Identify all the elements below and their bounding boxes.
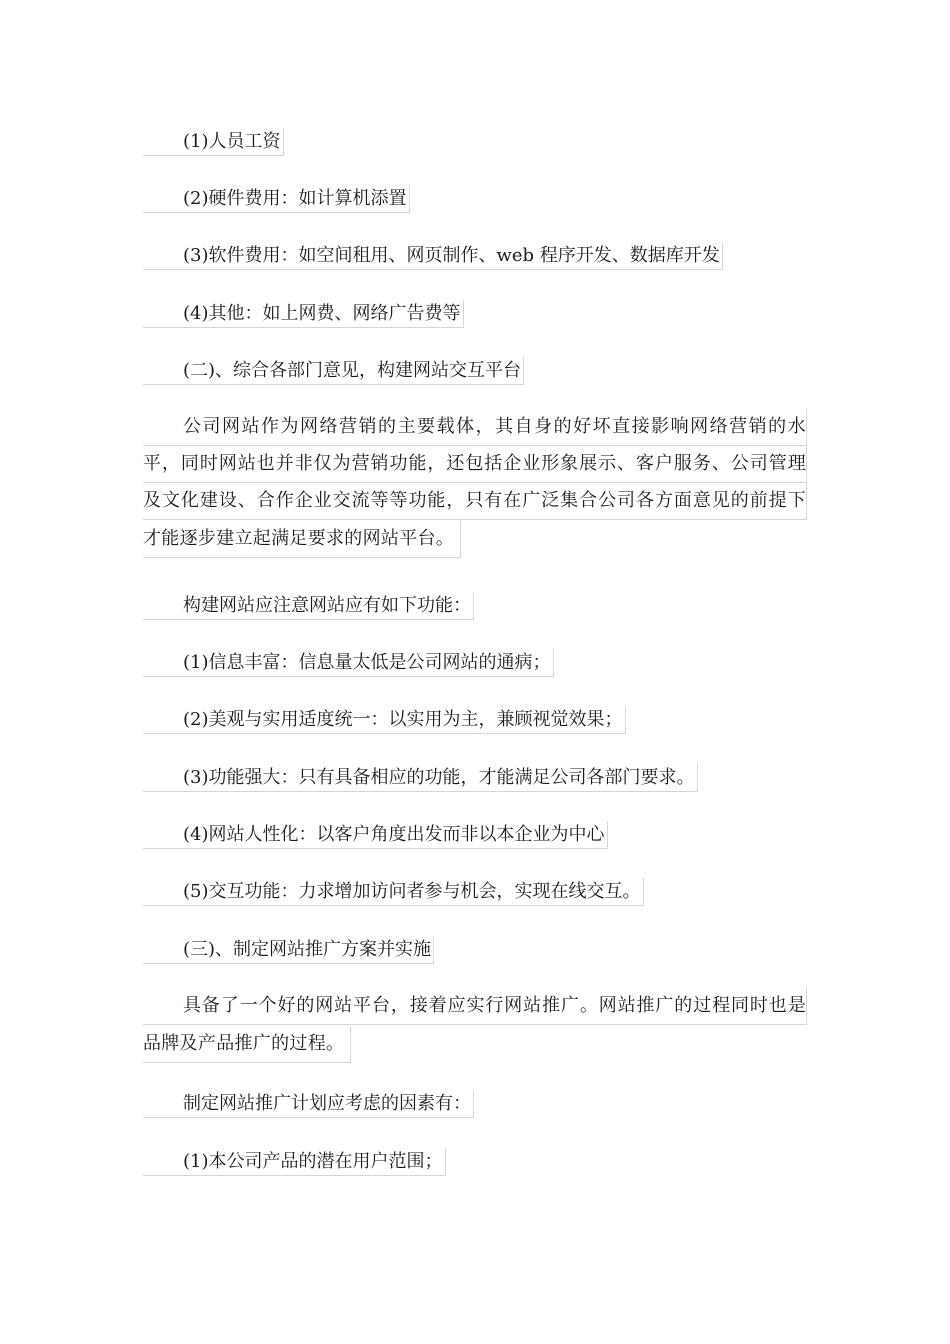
list-item-rich-info: (1)信息丰富：信息量太低是公司网站的通病； <box>143 649 554 677</box>
list-item-user-friendly: (4)网站人性化：以客户角度出发而非以本企业为中心 <box>143 821 608 849</box>
list-item-interactive: (5)交互功能：力求增加访问者参与机会，实现在线交互。 <box>143 878 644 906</box>
section-heading-two: (二)、综合各部门意见，构建网站交互平台 <box>143 357 524 385</box>
functions-intro: 构建网站应注意网站应有如下功能： <box>143 592 474 620</box>
paragraph-line: 及文化建设、合作企业交流等等功能，只有在广泛集合公司各方面意见的前提下 <box>143 483 807 520</box>
paragraph-website-carrier <box>143 409 807 558</box>
list-item-hardware-cost: (2)硬件费用：如计算机添置 <box>143 185 410 213</box>
promotion-factors-intro: 制定网站推广计划应考虑的因素有： <box>143 1090 474 1118</box>
list-item-user-range: (1)本公司产品的潜在用户范围； <box>143 1148 446 1176</box>
list-item-software-cost: (3)软件费用：如空间租用、网页制作、web 程序开发、数据库开发 <box>143 242 723 270</box>
section-heading-three: (三)、制定网站推广方案并实施 <box>143 936 434 964</box>
paragraph-promotion <box>143 988 807 1063</box>
paragraph-line: 公司网站作为网络营销的主要载体，其自身的好坏直接影响网络营销的水 <box>143 409 807 446</box>
list-item-aesthetic-practical: (2)美观与实用适度统一：以实用为主，兼顾视觉效果； <box>143 706 626 734</box>
paragraph-line: 平，同时网站也并非仅为营销功能，还包括企业形象展示、客户服务、公司管理 <box>143 446 807 483</box>
paragraph-line: 具备了一个好的网站平台，接着应实行网站推广。网站推广的过程同时也是 <box>143 988 807 1025</box>
list-item-powerful-functions: (3)功能强大：只有具备相应的功能，才能满足公司各部门要求。 <box>143 764 698 792</box>
paragraph-line: 品牌及产品推广的过程。 <box>143 1026 351 1063</box>
list-item-staff-wages: (1)人员工资 <box>143 128 284 156</box>
paragraph-line: 才能逐步建立起满足要求的网站平台。 <box>143 521 461 558</box>
list-item-other-cost: (4)其他：如上网费、网络广告费等 <box>143 300 464 328</box>
